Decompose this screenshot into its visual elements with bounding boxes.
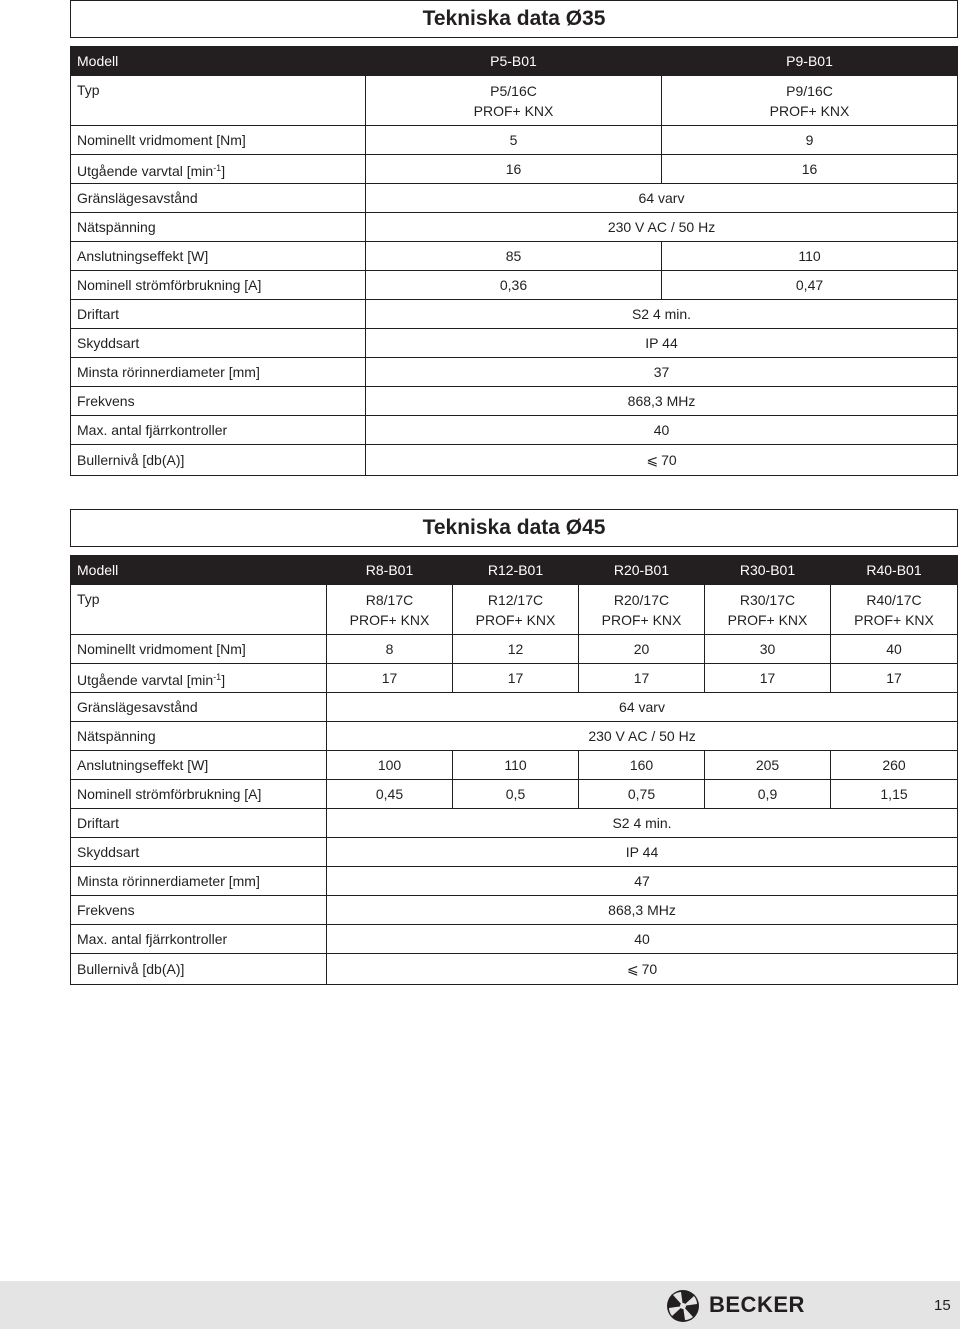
value-cell: 1,15 [831, 780, 958, 809]
less-equal-symbol: ⩽ [626, 961, 639, 977]
value-cell: 37 [366, 358, 958, 387]
value-cell: 20 [579, 635, 705, 664]
row-label: Bullernivå [db(A)] [71, 954, 327, 985]
table-row [71, 925, 958, 954]
table-row [71, 387, 958, 416]
label-superscript: -1 [213, 671, 222, 682]
model-header-row [71, 47, 958, 76]
row-label: Driftart [71, 300, 366, 329]
row-label: Skyddsart [71, 838, 327, 867]
table-row [71, 329, 958, 358]
row-label [71, 155, 366, 184]
table-row [71, 896, 958, 925]
typ-code: R8/17C [365, 592, 414, 608]
value-text: 70 [661, 452, 677, 468]
table-row [71, 242, 958, 271]
value-cell: 868,3 MHz [327, 896, 958, 925]
row-label: Bullernivå [db(A)] [71, 445, 366, 476]
value-cell: 17 [453, 664, 579, 693]
brand-name: BECKER [709, 1292, 805, 1317]
model-header-label: Modell [71, 47, 366, 76]
typ-cell [366, 76, 662, 126]
value-cell: 260 [831, 751, 958, 780]
value-cell: 64 varv [327, 693, 958, 722]
typ-code: R40/17C [866, 592, 922, 608]
typ-cell [327, 585, 453, 635]
model-header-label: Modell [71, 556, 327, 585]
value-cell: 40 [327, 925, 958, 954]
row-label: Frekvens [71, 387, 366, 416]
row-label: Skyddsart [71, 329, 366, 358]
model-header: R8-B01 [327, 556, 453, 585]
typ-cell [705, 585, 831, 635]
row-label: Nätspänning [71, 722, 327, 751]
value-cell: 0,47 [662, 271, 958, 300]
value-cell: 100 [327, 751, 453, 780]
table-row [71, 867, 958, 896]
model-header: R20-B01 [579, 556, 705, 585]
value-cell: 64 varv [366, 184, 958, 213]
value-cell: 230 V AC / 50 Hz [327, 722, 958, 751]
label-text: Utgående varvtal [min [77, 671, 214, 688]
model-header: P9-B01 [662, 47, 958, 76]
becker-fan-logo-icon [666, 1289, 700, 1323]
table-row [71, 954, 958, 985]
value-cell: 0,9 [705, 780, 831, 809]
value-cell: 16 [366, 155, 662, 184]
value-cell: 9 [662, 126, 958, 155]
footer-bar [0, 1281, 960, 1329]
value-cell: IP 44 [327, 838, 958, 867]
typ-variant: PROF+ KNX [473, 103, 554, 119]
value-cell: 0,36 [366, 271, 662, 300]
typ-cell [831, 585, 958, 635]
typ-variant: PROF+ KNX [349, 612, 430, 628]
value-cell: 0,45 [327, 780, 453, 809]
value-cell: 17 [579, 664, 705, 693]
row-label: Max. antal fjärrkontroller [71, 925, 327, 954]
typ-row [71, 585, 958, 635]
table-row [71, 126, 958, 155]
row-label: Nominell strömförbrukning [A] [71, 271, 366, 300]
table-title: Tekniska data Ø45 [71, 510, 958, 547]
value-cell [327, 954, 958, 985]
typ-row [71, 76, 958, 126]
table-row [71, 358, 958, 387]
typ-code: P5/16C [490, 83, 537, 99]
value-cell: 110 [453, 751, 579, 780]
title-gap [71, 547, 958, 556]
row-label: Minsta rörinnerdiameter [mm] [71, 867, 327, 896]
value-cell: 230 V AC / 50 Hz [366, 213, 958, 242]
typ-code: R20/17C [613, 592, 670, 608]
table-row [71, 809, 958, 838]
value-cell: 17 [327, 664, 453, 693]
label-text: ] [221, 162, 226, 179]
row-label [71, 664, 327, 693]
table-row [71, 445, 958, 476]
typ-code: P9/16C [786, 83, 833, 99]
typ-cell [579, 585, 705, 635]
table-row [71, 635, 958, 664]
table-row [71, 155, 958, 184]
value-cell: 16 [662, 155, 958, 184]
typ-variant: PROF+ KNX [475, 612, 556, 628]
typ-cell [662, 76, 958, 126]
table-row [71, 780, 958, 809]
value-cell: 17 [831, 664, 958, 693]
row-label: Typ [71, 76, 366, 126]
value-cell: 85 [366, 242, 662, 271]
value-cell: 110 [662, 242, 958, 271]
value-cell: 205 [705, 751, 831, 780]
value-cell [366, 445, 958, 476]
value-text: 70 [641, 961, 658, 977]
table-row [71, 838, 958, 867]
model-header: R30-B01 [705, 556, 831, 585]
value-cell: 0,5 [453, 780, 579, 809]
row-label: Frekvens [71, 896, 327, 925]
row-label: Gränslägesavstånd [71, 693, 327, 722]
value-cell: 160 [579, 751, 705, 780]
value-cell: IP 44 [366, 329, 958, 358]
title-gap [71, 38, 958, 47]
row-label: Minsta rörinnerdiameter [mm] [71, 358, 366, 387]
model-header-row [71, 556, 958, 585]
spec-table-45 [70, 509, 958, 985]
typ-code: R30/17C [739, 592, 796, 608]
typ-variant: PROF+ KNX [854, 612, 934, 628]
table-row [71, 300, 958, 329]
label-text: Utgående varvtal [min [77, 162, 214, 179]
typ-variant: PROF+ KNX [769, 103, 850, 119]
table-row [71, 751, 958, 780]
typ-code: R12/17C [487, 592, 544, 608]
row-label: Anslutningseffekt [W] [71, 242, 366, 271]
less-equal-symbol: ⩽ [646, 452, 659, 468]
value-cell: 5 [366, 126, 662, 155]
spec-table-35 [70, 0, 958, 476]
value-cell: 40 [366, 416, 958, 445]
value-cell: S2 4 min. [366, 300, 958, 329]
row-label: Typ [71, 585, 327, 635]
table-title: Tekniska data Ø35 [71, 1, 958, 38]
value-cell: S2 4 min. [327, 809, 958, 838]
model-header: R12-B01 [453, 556, 579, 585]
table-row [71, 722, 958, 751]
value-cell: 40 [831, 635, 958, 664]
row-label: Nätspänning [71, 213, 366, 242]
row-label: Anslutningseffekt [W] [71, 751, 327, 780]
row-label: Nominellt vridmoment [Nm] [71, 635, 327, 664]
value-cell: 47 [327, 867, 958, 896]
label-text: ] [221, 671, 226, 688]
table-row [71, 271, 958, 300]
value-cell: 0,75 [579, 780, 705, 809]
table-row [71, 213, 958, 242]
value-cell: 8 [327, 635, 453, 664]
value-cell: 17 [705, 664, 831, 693]
value-cell: 12 [453, 635, 579, 664]
table-row [71, 416, 958, 445]
table-row [71, 184, 958, 213]
table-row [71, 693, 958, 722]
value-cell: 30 [705, 635, 831, 664]
typ-variant: PROF+ KNX [601, 612, 682, 628]
page-number: 15 [934, 1297, 951, 1314]
typ-cell [453, 585, 579, 635]
model-header: R40-B01 [831, 556, 958, 585]
label-superscript: -1 [213, 162, 222, 173]
typ-variant: PROF+ KNX [727, 612, 808, 628]
table-row [71, 664, 958, 693]
row-label: Max. antal fjärrkontroller [71, 416, 366, 445]
row-label: Driftart [71, 809, 327, 838]
row-label: Nominellt vridmoment [Nm] [71, 126, 366, 155]
row-label: Nominell strömförbrukning [A] [71, 780, 327, 809]
value-cell: 868,3 MHz [366, 387, 958, 416]
row-label: Gränslägesavstånd [71, 184, 366, 213]
model-header: P5-B01 [366, 47, 662, 76]
